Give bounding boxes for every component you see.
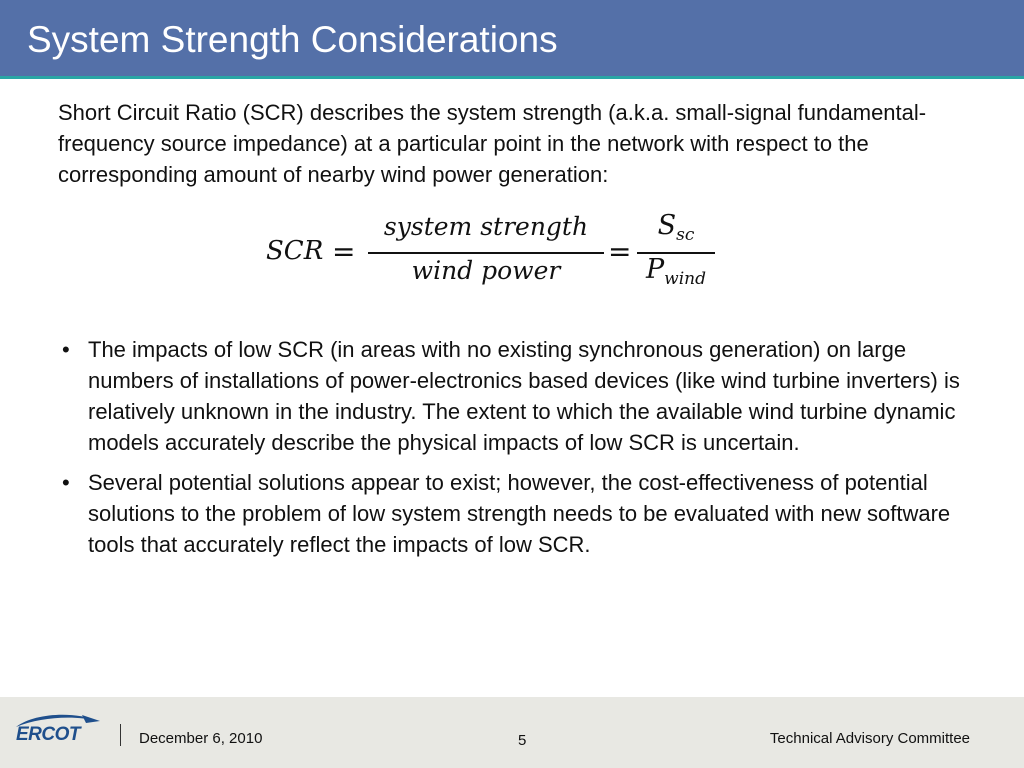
- footer: [0, 697, 1024, 768]
- page-number: 5: [518, 732, 527, 749]
- slide-title: System Strength Considerations: [27, 19, 558, 60]
- bullet-list: [58, 334, 978, 569]
- footer-divider: [120, 724, 121, 746]
- bullet-marker: •: [62, 337, 70, 362]
- formula-p-base: P: [646, 254, 665, 285]
- bullet-item: [58, 334, 978, 458]
- logo-wordmark: ERCOT: [16, 724, 80, 745]
- footer-date: December 6, 2010: [139, 730, 263, 747]
- formula-symbolic-numerator: [637, 210, 715, 245]
- formula-equals-1: =: [332, 235, 356, 268]
- bullet-text: The impacts of low SCR (in areas with no existing synchronous generation) on large numbers of installations of power-electronics based devices (like wind turbine inverters) is relatively unknown in the industry. The extent to which the available wind turbine dynamic models accurately describe the physical impacts of low SCR is uncertain.: [88, 337, 960, 455]
- formula-s-base: S: [657, 210, 677, 241]
- formula-lhs: SCR: [266, 236, 324, 266]
- formula-numerator: system strength: [383, 212, 589, 241]
- intro-paragraph: Short Circuit Ratio (SCR) describes the system strength (a.k.a. small-signal fundamental-frequency source impedance) at a particular point in the network with respect to the corresponding amount of nearby wind power generation:: [58, 100, 927, 187]
- bullet-item: [58, 467, 978, 560]
- formula-equals-2: =: [608, 235, 632, 268]
- formula-s-sub: sc: [676, 225, 695, 245]
- formula-symbolic-denominator: [637, 254, 715, 289]
- bullet-marker: •: [62, 470, 70, 495]
- scr-formula: [262, 206, 722, 302]
- footer-committee: Technical Advisory Committee: [769, 730, 970, 747]
- bullet-text: Several potential solutions appear to exist; however, the cost-effectiveness of potential solutions to the problem of low system strength needs to be evaluated with new software tools that accurately reflect the impacts of low SCR.: [88, 470, 951, 557]
- formula-p-sub: wind: [664, 269, 706, 289]
- title-accent-line: [0, 76, 1024, 79]
- formula-fraction-bar-1: [368, 252, 604, 254]
- title-bar: [0, 0, 1024, 76]
- formula-denominator: wind power: [411, 256, 561, 285]
